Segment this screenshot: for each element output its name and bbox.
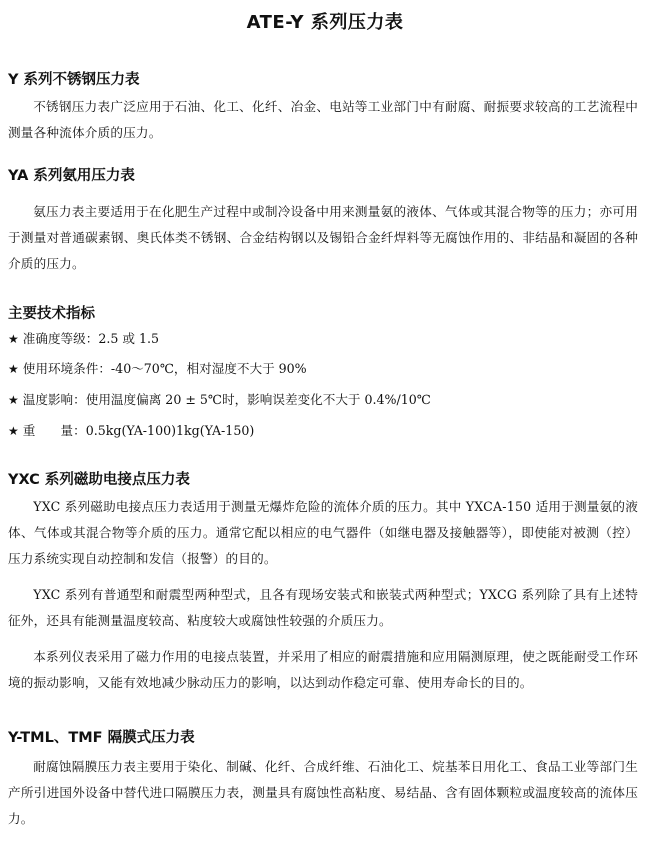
paragraph-yxc-design: 本系列仪表采用了磁力作用的电接点装置，并采用了相应的耐震措施和应用隔测原理，使之既能耐受工作环境的振动影响，又能有效地减少脉动压力的影响，以达到动作稳定可靠、使用寿命长的目的。 xyxy=(8,649,638,690)
paragraph-y-series: 不锈钢压力表广泛应用于石油、化工、化纤、冶金、电站等工业部门中有耐腐、耐振要求较高的工艺流程中测量各种流体介质的压力。 xyxy=(8,99,638,140)
star-bullet-icon: ★ xyxy=(8,393,19,407)
page-title: ATE-Y 系列压力表 xyxy=(246,12,404,33)
star-bullet-icon: ★ xyxy=(8,332,19,346)
spec-item-text: 使用环境条件：-40～70℃，相对湿度不大于 90% xyxy=(22,361,307,376)
paragraph-diaphragm: 耐腐蚀隔膜压力表主要用于染化、制碱、化纤、合成纤维、石油化工、烷基苯日用化工、食品工业等部门生产所引进国外设备中替代进口隔膜压力表，测量具有腐蚀性高粘度、易结晶、含有固体颗粒或温度较高的流体压力。 xyxy=(8,759,638,826)
spec-item xyxy=(8,420,254,439)
spec-item xyxy=(8,328,159,347)
star-bullet-icon: ★ xyxy=(8,362,19,376)
paragraph-yxc-intro: YXC 系列磁助电接点压力表适用于测量无爆炸危险的流体介质的压力。其中 YXCA-150 适用于测量氨的液体、气体或其混合物等介质的压力。通常它配以相应的电气器件（如继电器及接触器等），即使能对被测（控）压力系统实现自动控制和发信（报警）的目的。 xyxy=(8,499,638,566)
section-heading-ya-series: YA 系列氨用压力表 xyxy=(8,168,135,184)
section-heading-diaphragm: Y-TML、TMF 隔膜式压力表 xyxy=(8,730,195,746)
star-bullet-icon: ★ xyxy=(8,424,19,438)
paragraph-yxc-types: YXC 系列有普通型和耐震型两种型式，且各有现场安装式和嵌装式两种型式；YXCG 系列除了具有上述特征外，还具有能测量温度较高、粘度较大或腐蚀性较强的介质压力。 xyxy=(8,587,638,628)
section-heading-yxc-series: YXC 系列磁助电接点压力表 xyxy=(8,472,190,488)
spec-item xyxy=(8,389,431,408)
paragraph-ya-series: 氨压力表主要适用于在化肥生产过程中或制冷设备中用来测量氨的液体、气体或其混合物等的压力；亦可用于测量对普通碳素钢、奥氏体类不锈钢、合金结构钢以及锡铅合金纤焊料等无腐蚀作用的、非结晶和凝固的各种介质的压力。 xyxy=(8,204,638,271)
section-heading-specs: 主要技术指标 xyxy=(8,306,95,322)
spec-item-text: 重 量：0.5kg(YA-100)1kg(YA-150) xyxy=(22,423,255,438)
section-heading-y-series: Y 系列不锈钢压力表 xyxy=(8,72,140,88)
spec-item-text: 温度影响：使用温度偏离 20 ± 5℃时，影响误差变化不大于 0.4%/10℃ xyxy=(22,392,431,407)
spec-item-text: 准确度等级：2.5 或 1.5 xyxy=(22,331,159,346)
spec-item xyxy=(8,358,307,377)
